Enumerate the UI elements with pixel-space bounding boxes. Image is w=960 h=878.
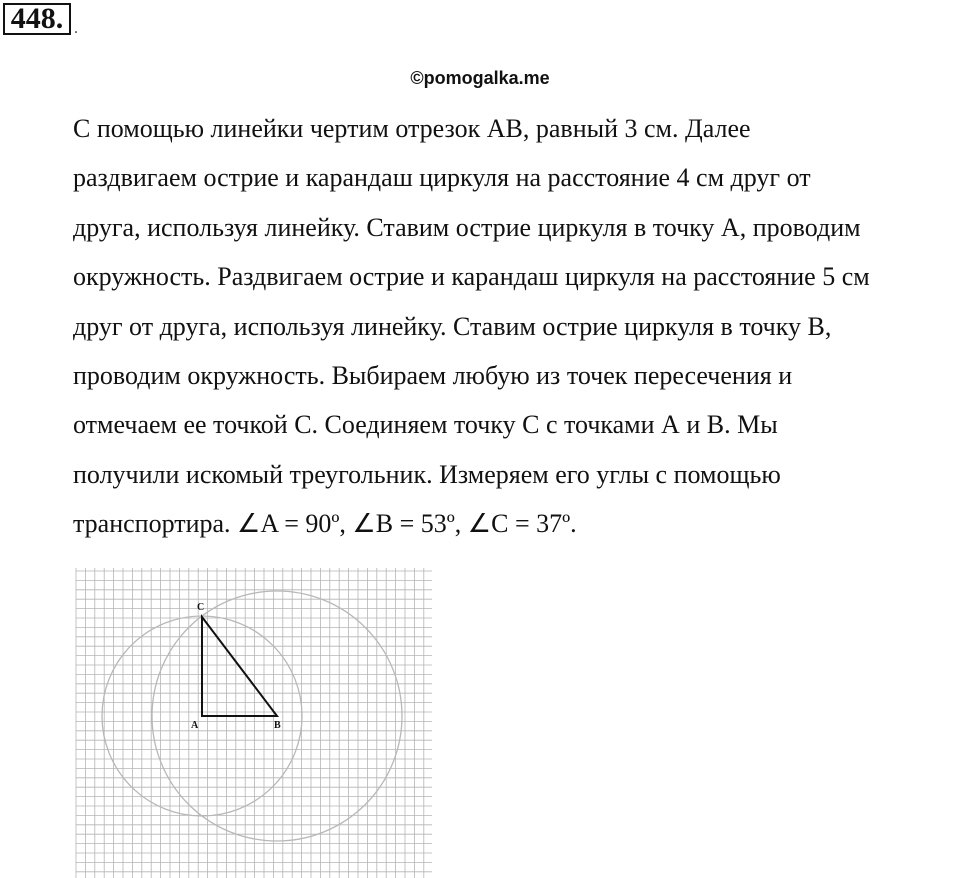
point-label-b: B (274, 720, 281, 731)
construction-drawing (70, 568, 440, 878)
solution-text (73, 104, 960, 549)
solution-line: друга, используя линейку. Ставим острие циркуля в точку А, проводим (73, 212, 861, 242)
solution-line: получили искомый треугольник. Измеряем его углы с помощью (73, 459, 781, 489)
solution-line: С помощью линейки чертим отрезок АВ, равный 3 см. Далее (73, 114, 751, 143)
task-number-box (3, 3, 71, 35)
solution-line: отмечаем ее точкой С. Соединяем точку С с точками А и В. Мы (73, 410, 778, 440)
solution-line: раздвигаем острие и карандаш циркуля на расстояние 4 см друг от (73, 163, 811, 193)
construction-figure (70, 568, 440, 878)
point-label-c: C (197, 602, 205, 613)
solution-line: транспортира. ∠A = 90º, ∠B = 53º, ∠C = 37º. (73, 509, 577, 539)
point-label-a: A (191, 720, 199, 731)
graph-paper-grid (76, 568, 432, 878)
task-number: 448. (10, 2, 64, 35)
solution-line: проводим окружность. Выбираем любую из точек пересечения и (73, 361, 793, 391)
task-number-trailing-dot: . (74, 20, 78, 37)
watermark: ©pomogalka.me (410, 68, 550, 88)
solution-line: друг от друга, используя линейку. Ставим острие циркуля в точку В, (73, 311, 832, 341)
solution-line: окружность. Раздвигаем острие и карандаш циркуля на расстояние 5 см (73, 262, 870, 292)
triangle-abc (202, 617, 277, 716)
